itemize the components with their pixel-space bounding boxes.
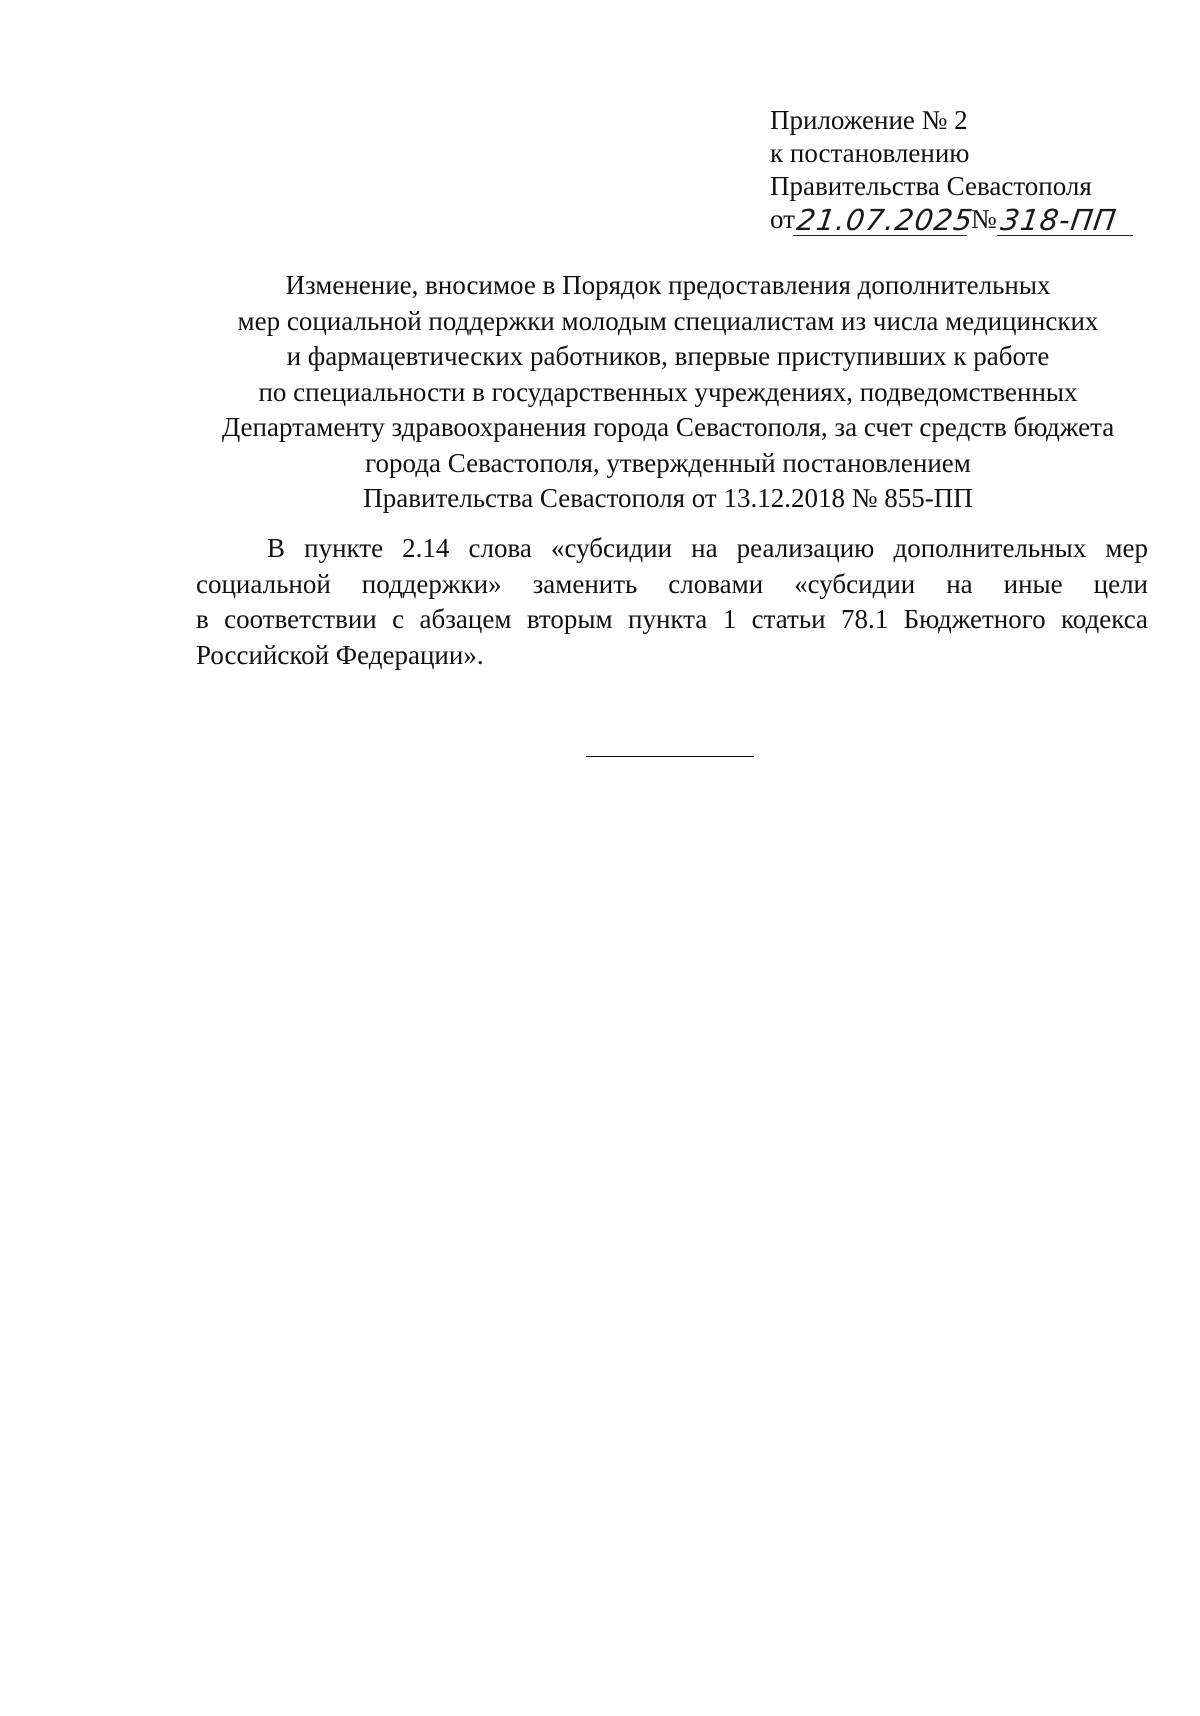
number-sign: № [970,204,997,234]
handwritten-date: 21.07.2025 [794,203,976,237]
handwritten-number: 318-ПП [997,205,1137,236]
title-line: мер социальной поддержки молодым специалистам из числа медицинских [237,305,1099,336]
title-line: Правительства Севастополя от 13.12.2018 № 855-ПП [363,483,973,513]
body-line: В пункте 2.14 слова «субсидии на реализацию дополнительных мер [267,533,1148,563]
end-divider [586,756,754,757]
body-paragraph [196,531,1148,673]
body-line: в соответствии с абзацем вторым пункта 1 статьи 78.1 Бюджетного кодекса [196,604,1148,634]
body-line: социальной поддержки» заменить словами «субсидии на иные цели [196,568,1148,599]
appendix-date-line [770,203,1170,236]
body-line: Российской Федерации». [196,639,484,670]
title-line: и фармацевтических работников, впервые приступивших к работе [286,341,1050,371]
appendix-header [770,104,1170,236]
title-line: по специальности в государственных учреждениях, подведомственных [258,376,1078,407]
title-line: Департаменту здравоохранения города Севастополя, за счет средств бюджета [221,412,1115,442]
title-line: города Севастополя, утвержденный постановлением [365,447,971,478]
appendix-government: Правительства Севастополя [770,171,1092,201]
date-prefix: от [770,204,795,234]
title-line: Изменение, вносимое в Порядок предоставления дополнительных [285,270,1051,300]
document-title [188,268,1148,517]
appendix-to-resolution: к постановлению [770,138,970,168]
appendix-number: Приложение № 2 [770,105,968,135]
